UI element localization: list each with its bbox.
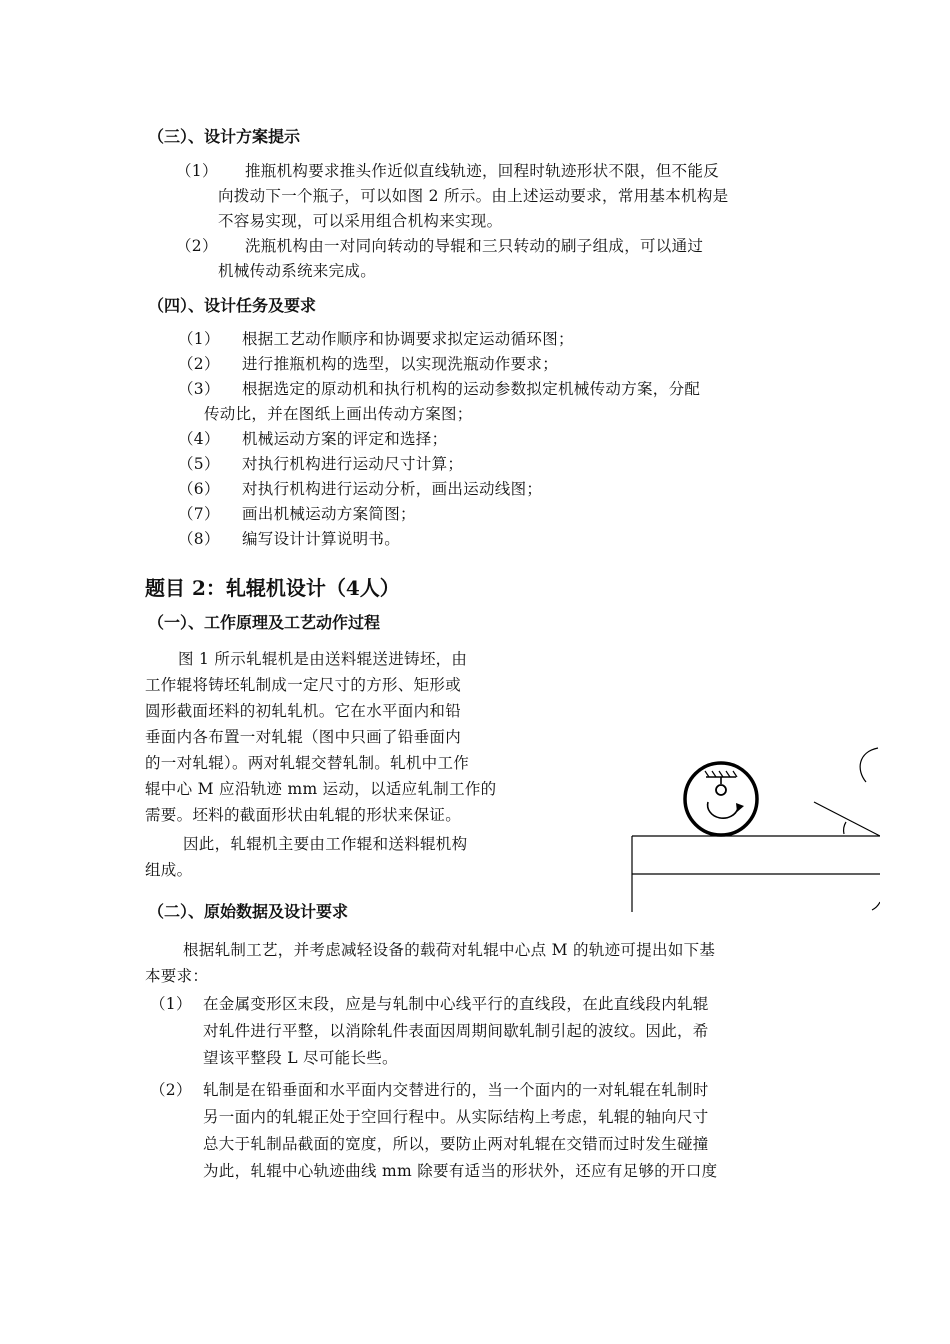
pivot-joint-icon <box>716 785 726 795</box>
topic2-sec2-item1-line1: 在金属变形区末段，应是与轧制中心线平行的直线段，在此直线段内轧辊 <box>203 995 709 1013</box>
sec4-item8: （8） 编写设计计算说明书。 <box>178 530 401 548</box>
sec3-item2-number: （2） <box>176 237 218 255</box>
topic2-sec2-item2-line1: 轧制是在铅垂面和水平面内交替进行的，当一个面内的一对轧辊在轧制时 <box>203 1081 709 1099</box>
topic2-sec1-line4: 垂面内各布置一对轧辊（图中只画了铅垂面内 <box>145 728 462 746</box>
topic2-sec1-line7: 需要。坯料的截面形状由轧辊的形状来保证。 <box>145 806 462 824</box>
topic2-sec2-intro-line1: 根据轧制工艺，并考虑减轻设备的载荷对轧辊中心点 M 的轨迹可提出如下基 <box>183 941 716 959</box>
sec4-item4: （4） 机械运动方案的评定和选择； <box>178 430 448 448</box>
topic2-sec2-item2-number: （2） <box>150 1081 192 1099</box>
sec4-item5: （5） 对执行机构进行运动尺寸计算； <box>178 455 464 473</box>
topic2-sec2-item2-line4: 为此，轧辊中心轨迹曲线 mm 除要有适当的形状外，还应有足够的开口度 <box>203 1162 718 1180</box>
angle-arc <box>844 822 846 834</box>
sec4-item6: （6） 对执行机构进行运动分析，画出运动线图； <box>178 480 543 498</box>
sec3-item2-line2: 机械传动系统来完成。 <box>218 262 377 280</box>
sec4-item3-continuation: 传动比，并在图纸上画出传动方案图； <box>204 405 473 423</box>
sec3-item1-line3: 不容易实现，可以采用组合机构来实现。 <box>218 212 503 230</box>
topic2-sec1-line2: 工作辊将铸坯轧制成一定尺寸的方形、矩形或 <box>145 676 462 694</box>
topic2-sec2-intro-line2: 本要求： <box>145 967 209 985</box>
sec3-item2-line1: 洗瓶机构由一对同向转动的导辊和三只转动的刷子组成，可以通过 <box>245 237 704 255</box>
topic2-sec1-line1: 图 1 所示轧辊机是由送料辊送进铸坯，由 <box>178 650 468 668</box>
topic2-sec1-line8: 因此，轧辊机主要由工作辊和送料辊机构 <box>183 835 468 853</box>
sec3-item1-number: （1） <box>176 162 218 180</box>
topic2-sec2-item2-line3: 总大于轧制品截面的宽度，所以，要防止两对轧辊在交错而过时发生碰撞 <box>203 1135 709 1153</box>
sec4-item2: （2） 进行推瓶机构的选型，以实现洗瓶动作要求； <box>178 355 559 373</box>
trajectory-arc <box>860 748 878 782</box>
topic2-sec1-line5: 的一对轧辊）。两对轧辊交替轧制。轧机中工作 <box>145 754 470 772</box>
section-4-heading: （四）、设计任务及要求 <box>148 296 317 315</box>
sec4-item3: （3） 根据选定的原动机和执行机构的运动参数拟定机械传动方案，分配 <box>178 380 701 398</box>
topic2-sec2-item2-line2: 另一面内的轧辊正处于空回行程中。从实际结构上考虑，轧辊的轴向尺寸 <box>203 1108 709 1126</box>
roll-mill-figure <box>620 700 880 920</box>
topic2-sec2-item1-line2: 对轧件进行平整，以消除轧件表面因周期间歇轧制引起的波纹。因此，希 <box>203 1022 709 1040</box>
topic2-section-2-heading: （二）、原始数据及设计要求 <box>148 902 349 921</box>
topic2-section-1-heading: （一）、工作原理及工艺动作过程 <box>148 613 381 632</box>
section-3-heading: （三）、设计方案提示 <box>148 127 301 146</box>
topic2-sec1-line6: 辊中心 M 应沿轨迹 mm 运动，以适应轧制工作的 <box>145 780 497 798</box>
sec3-item1-line1: 推瓶机构要求推头作近似直线轨迹，回程时轨迹形状不限，但不能反 <box>245 162 720 180</box>
inclined-line <box>814 802 880 836</box>
sec4-item1: （1） 根据工艺动作顺序和协调要求拟定运动循环图； <box>178 330 574 348</box>
topic2-sec2-item1-number: （1） <box>150 995 192 1013</box>
topic2-sec1-line3: 圆形截面坯料的初轧轧机。它在水平面内和铅 <box>145 702 462 720</box>
sec4-item7: （7） 画出机械运动方案简图； <box>178 505 416 523</box>
topic2-sec2-item1-line3: 望该平整段 L 尽可能长些。 <box>203 1049 398 1067</box>
topic-2-title: 题目 2：轧辊机设计（4人） <box>145 576 400 600</box>
sec3-item1-line2: 向拨动下一个瓶子，可以如图 2 所示。由上述运动要求，常用基本机构是 <box>218 187 729 205</box>
rotation-arrow-icon <box>708 802 738 818</box>
topic2-sec1-line9: 组成。 <box>145 861 193 879</box>
